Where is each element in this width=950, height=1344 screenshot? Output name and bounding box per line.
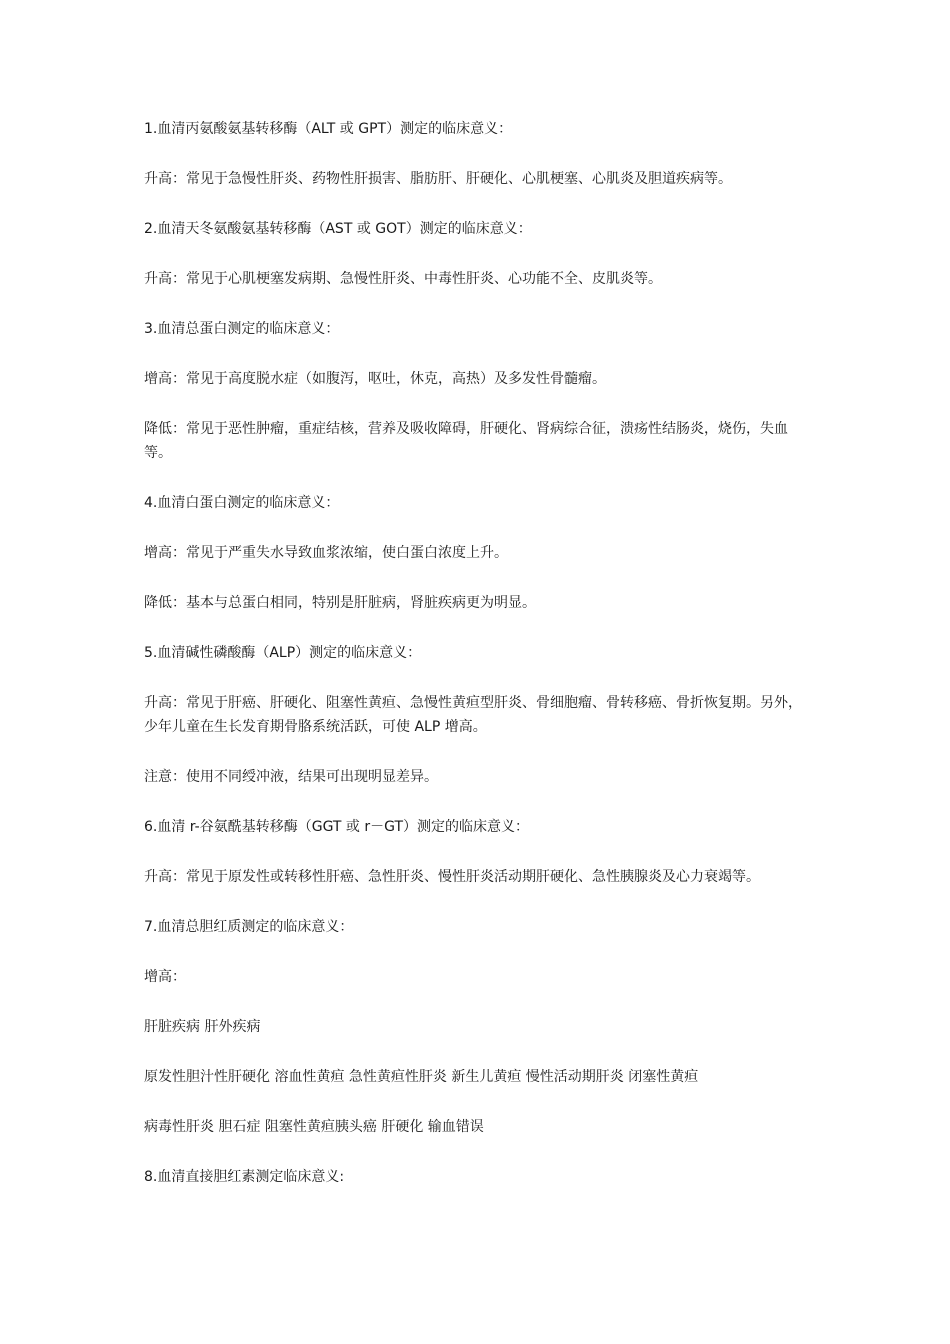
paragraph-albumin-decreased: 降低：基本与总蛋白相同，特别是肝脏病，肾脏疾病更为明显。 [144, 595, 536, 611]
section-heading-direct-bilirubin: 8.血清直接胆红素测定临床意义: [144, 1169, 345, 1185]
section-heading-ggt: 6.血清 r-谷氨酰基转移酶（GGT 或 r－GT）测定的临床意义： [144, 819, 530, 835]
paragraph-total-protein-elevated: 增高：常见于高度脱水症（如腹泻，呕吐，休克，高热）及多发性骨髓瘤。 [144, 371, 606, 387]
section-heading-ast: 2.血清天冬氨酸氨基转移酶（AST 或 GOT）测定的临床意义： [144, 221, 532, 237]
bilirubin-table-header: 肝脏疾病 肝外疾病 [144, 1019, 261, 1035]
paragraph-ast-elevated: 升高：常见于心肌梗塞发病期、急慢性肝炎、中毒性肝炎、心功能不全、皮肌炎等。 [144, 271, 662, 287]
bilirubin-table-row: 病毒性肝炎 胆石症 阻塞性黄疸胰头癌 肝硬化 输血错误 [144, 1119, 484, 1135]
paragraph-albumin-elevated: 增高：常见于严重失水导致血浆浓缩，使白蛋白浓度上升。 [144, 545, 508, 561]
section-heading-alt: 1.血清丙氨酸氨基转移酶（ALT 或 GPT）测定的临床意义： [144, 121, 513, 137]
section-heading-alp: 5.血清碱性磷酸酶（ALP）测定的临床意义： [144, 645, 422, 661]
paragraph-total-protein-decreased: 降低：常见于恶性肿瘤，重症结核，营养及吸收障碍，肝硬化、肾病综合征，溃疡性结肠炎，烧伤，失血等。 [144, 421, 788, 461]
bilirubin-table-row: 原发性胆汁性肝硬化 溶血性黄疸 急性黄疸性肝炎 新生儿黄疸 慢性活动期肝炎 闭塞性黄疸 [144, 1069, 699, 1085]
section-heading-total-protein: 3.血清总蛋白测定的临床意义： [144, 321, 340, 337]
section-heading-albumin: 4.血清白蛋白测定的临床意义： [144, 495, 340, 511]
paragraph-alp-note: 注意：使用不同绶冲液，结果可出现明显差异。 [144, 769, 438, 785]
paragraph-bilirubin-elevated-label: 增高： [144, 969, 186, 985]
paragraph-ggt-elevated: 升高：常见于原发性或转移性肝癌、急性肝炎、慢性肝炎活动期肝硬化、急性胰腺炎及心力衰竭等。 [144, 869, 760, 885]
section-heading-total-bilirubin: 7.血清总胆红质测定的临床意义： [144, 919, 354, 935]
paragraph-alp-elevated: 升高：常见于肝癌、肝硬化、阻塞性黄疸、急慢性黄疸型肝炎、骨细胞瘤、骨转移癌、骨折恢复期。另外，少年儿童在生长发育期骨胳系统活跃，可使 ALP 增高。 [144, 695, 802, 735]
paragraph-alt-elevated: 升高：常见于急慢性肝炎、药物性肝损害、脂肪肝、肝硬化、心肌梗塞、心肌炎及胆道疾病等。 [144, 171, 732, 187]
document-body [144, 117, 814, 1189]
